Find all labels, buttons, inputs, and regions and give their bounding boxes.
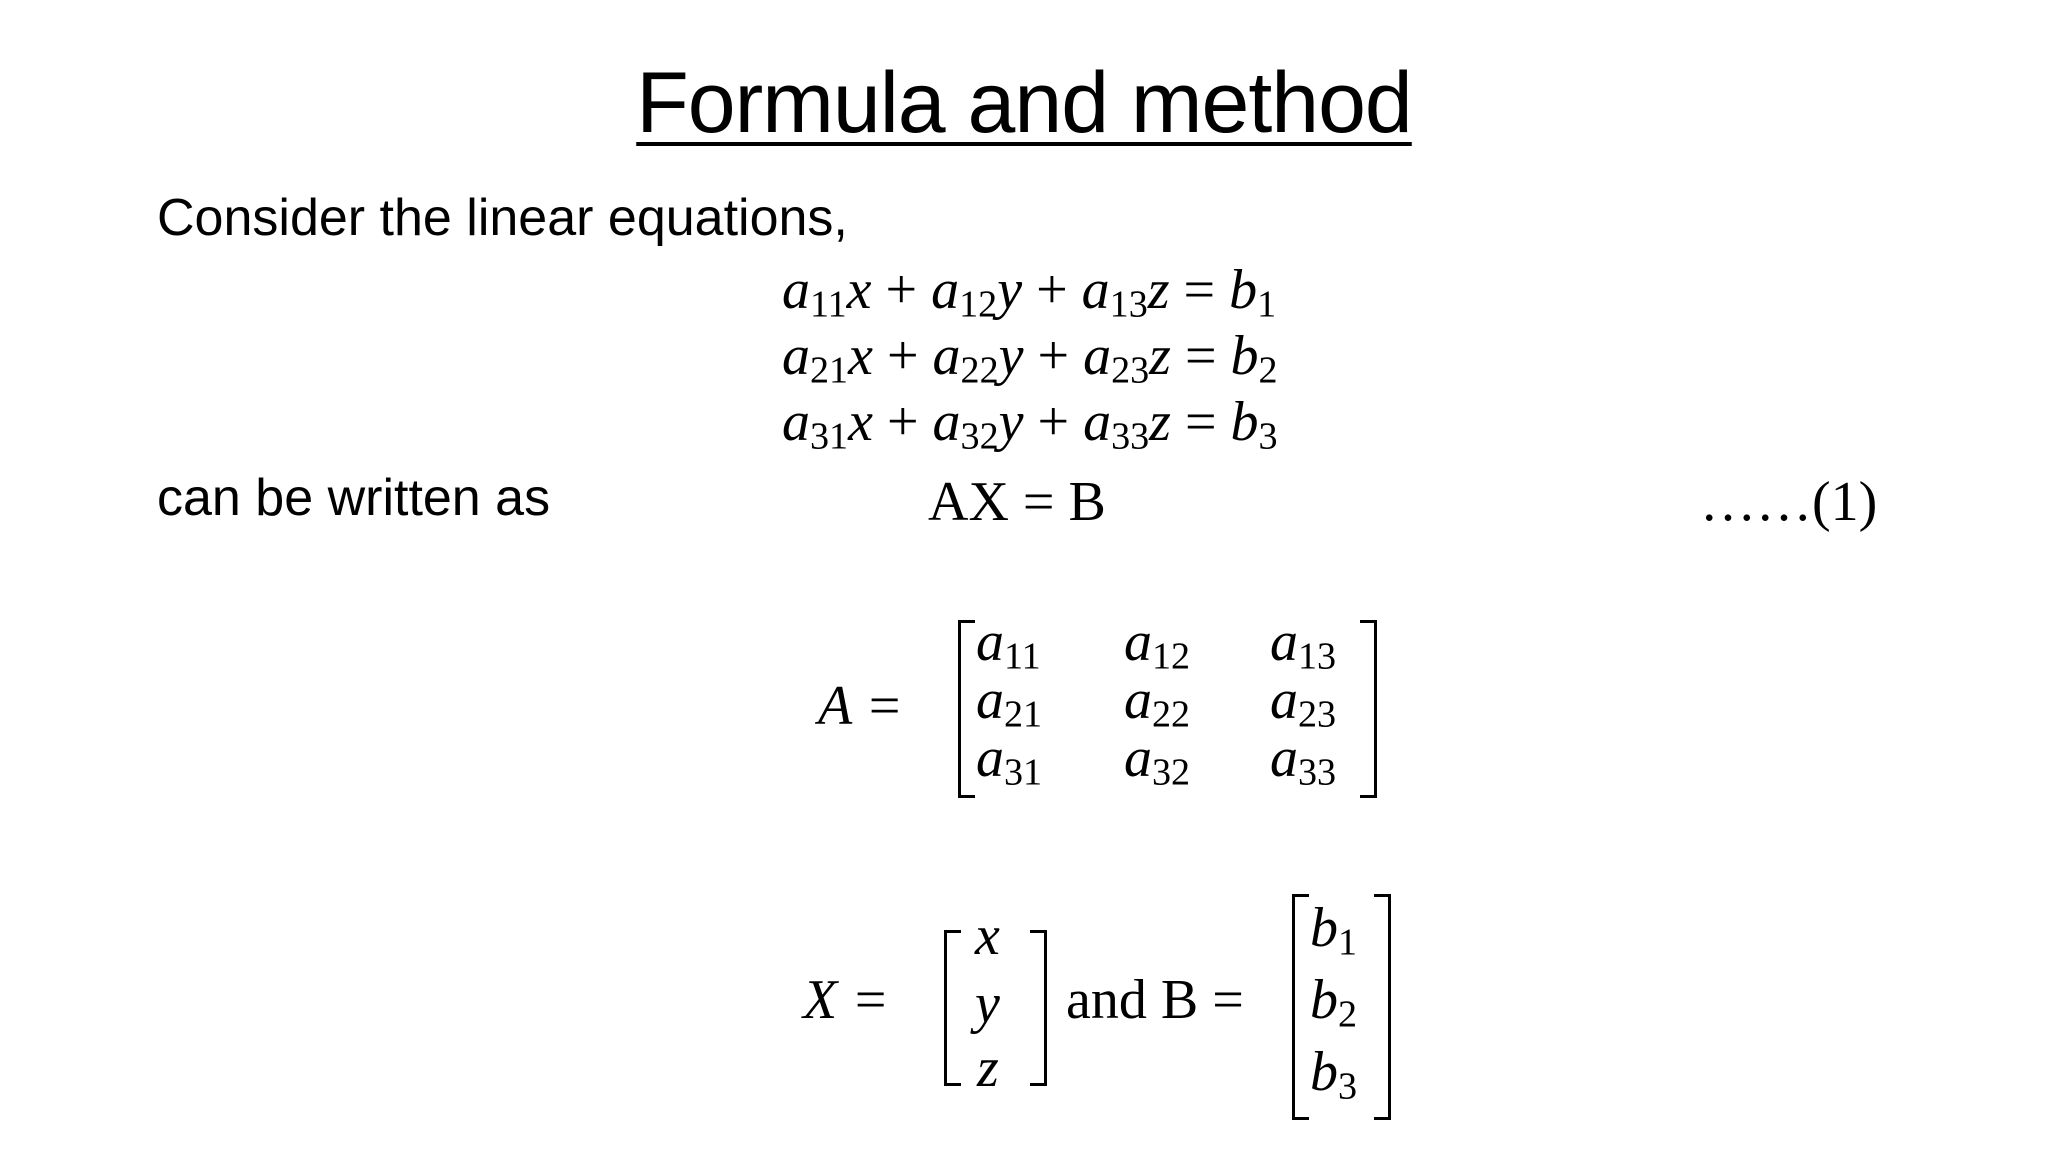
page-title: Formula and method <box>636 55 1412 151</box>
matrix-a-cell: $a_{31}$ <box>976 727 1043 794</box>
vector-b-right-bracket <box>1374 894 1391 1120</box>
matrix-a-cell: $a_{23}$ <box>1270 669 1337 736</box>
vector-x-right-bracket <box>1030 930 1047 1086</box>
matrix-a-right-bracket <box>1360 620 1377 798</box>
and-b-label: and B = <box>1066 969 1244 1031</box>
matrix-a-cell: $a_{22}$ <box>1124 669 1191 736</box>
vector-b-left-bracket <box>1292 894 1309 1120</box>
matrix-a-cell: $a_{12}$ <box>1124 611 1191 678</box>
vector-x-left-bracket <box>944 930 961 1086</box>
matrix-a-cell: $a_{32}$ <box>1124 727 1191 794</box>
vector-x-entry: y <box>975 973 1000 1035</box>
equation-3: $a_{31}x + a_{32}y + a_{33}z = b_3$ <box>782 391 1278 458</box>
vector-x-label: X = <box>803 969 889 1031</box>
vector-x-entry: z <box>977 1037 999 1099</box>
vector-b-entry: $b_3$ <box>1310 1041 1358 1108</box>
matrix-equation: AX = B <box>928 471 1106 533</box>
matrix-a-label: A = <box>818 675 903 737</box>
matrix-a-cell: $a_{21}$ <box>976 669 1043 736</box>
vector-x-entry: x <box>975 905 1000 967</box>
equation-2: $a_{21}x + a_{22}y + a_{23}z = b_2$ <box>782 325 1278 392</box>
intro-text: Consider the linear equations, <box>157 189 848 247</box>
matrix-a-left-bracket <box>958 620 975 798</box>
matrix-a-cell: $a_{33}$ <box>1270 727 1337 794</box>
equation-1: $a_{11}x + a_{12}y + a_{13}z = b_1$ <box>782 259 1277 326</box>
matrix-a-cell: $a_{11}$ <box>976 611 1041 678</box>
written-as-text: can be written as <box>157 469 551 527</box>
vector-b-entry: $b_2$ <box>1310 969 1358 1036</box>
equation-number: ……(1) <box>1700 471 1878 533</box>
matrix-a-cell: $a_{13}$ <box>1270 611 1337 678</box>
vector-b-entry: $b_1$ <box>1310 897 1358 964</box>
